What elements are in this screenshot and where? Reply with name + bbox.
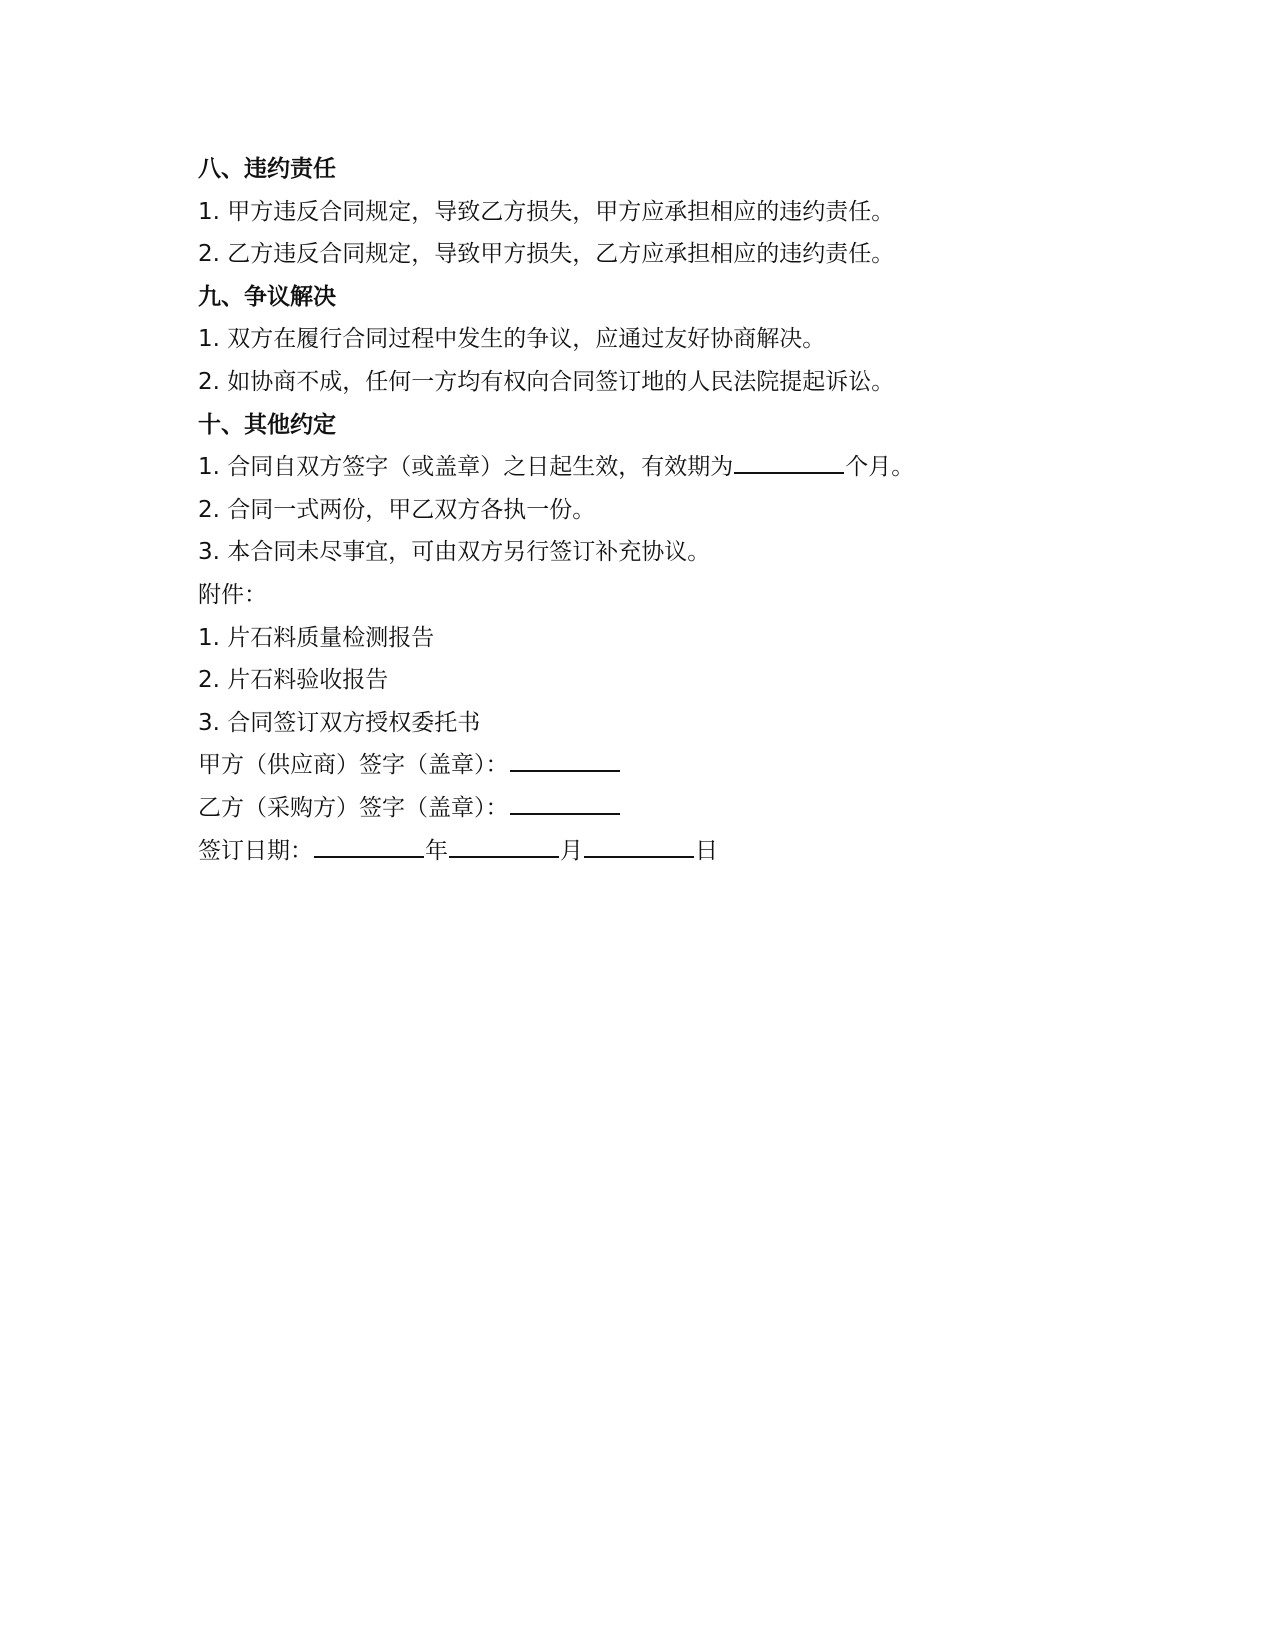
day-label: 日 <box>695 837 718 864</box>
day-blank <box>584 836 694 858</box>
breach-clause-2: 2. 乙方违反合同规定，导致甲方损失，乙方应承担相应的违约责任。 <box>198 241 895 268</box>
attachment-item-3: 3. 合同签订双方授权委托书 <box>198 709 481 736</box>
year-label: 年 <box>425 837 448 864</box>
signing-date-label: 签订日期： <box>198 837 313 864</box>
party-a-signature-blank <box>510 750 620 772</box>
party-b-signature-line <box>198 787 1098 830</box>
section-heading-dispute: 九、争议解决 <box>198 283 336 310</box>
validity-months-blank <box>734 452 844 474</box>
contract-body <box>198 148 1098 872</box>
year-blank <box>314 836 424 858</box>
attachment-item-1: 1. 片石料质量检测报告 <box>198 624 435 651</box>
validity-suffix: 个月。 <box>845 454 915 481</box>
party-a-signature-label: 甲方（供应商）签字（盖章）： <box>198 752 509 779</box>
dispute-clause-2: 2. 如协商不成，任何一方均有权向合同签订地的人民法院提起诉讼。 <box>198 368 895 395</box>
party-b-signature-label: 乙方（采购方）签字（盖章）： <box>198 794 509 821</box>
party-b-signature-blank <box>510 793 620 815</box>
other-clause-1 <box>198 446 1098 489</box>
other-clause-2: 2. 合同一式两份，甲乙双方各执一份。 <box>198 496 596 523</box>
section-heading-breach: 八、违约责任 <box>198 156 336 182</box>
validity-prefix: 1. 合同自双方签字（或盖章）之日起生效，有效期为 <box>198 454 734 481</box>
signing-date-line <box>198 830 1098 873</box>
month-blank <box>449 836 559 858</box>
attachment-item-2: 2. 片石料验收报告 <box>198 667 389 694</box>
attachments-label: 附件： <box>198 581 267 608</box>
breach-clause-1: 1. 甲方违反合同规定，导致乙方损失，甲方应承担相应的违约责任。 <box>198 198 895 225</box>
other-clause-3: 3. 本合同未尽事宜，可由双方另行签订补充协议。 <box>198 539 711 566</box>
month-label: 月 <box>560 837 583 864</box>
dispute-clause-1: 1. 双方在履行合同过程中发生的争议，应通过友好协商解决。 <box>198 326 826 353</box>
party-a-signature-line <box>198 744 1098 787</box>
section-heading-other: 十、其他约定 <box>198 411 336 438</box>
